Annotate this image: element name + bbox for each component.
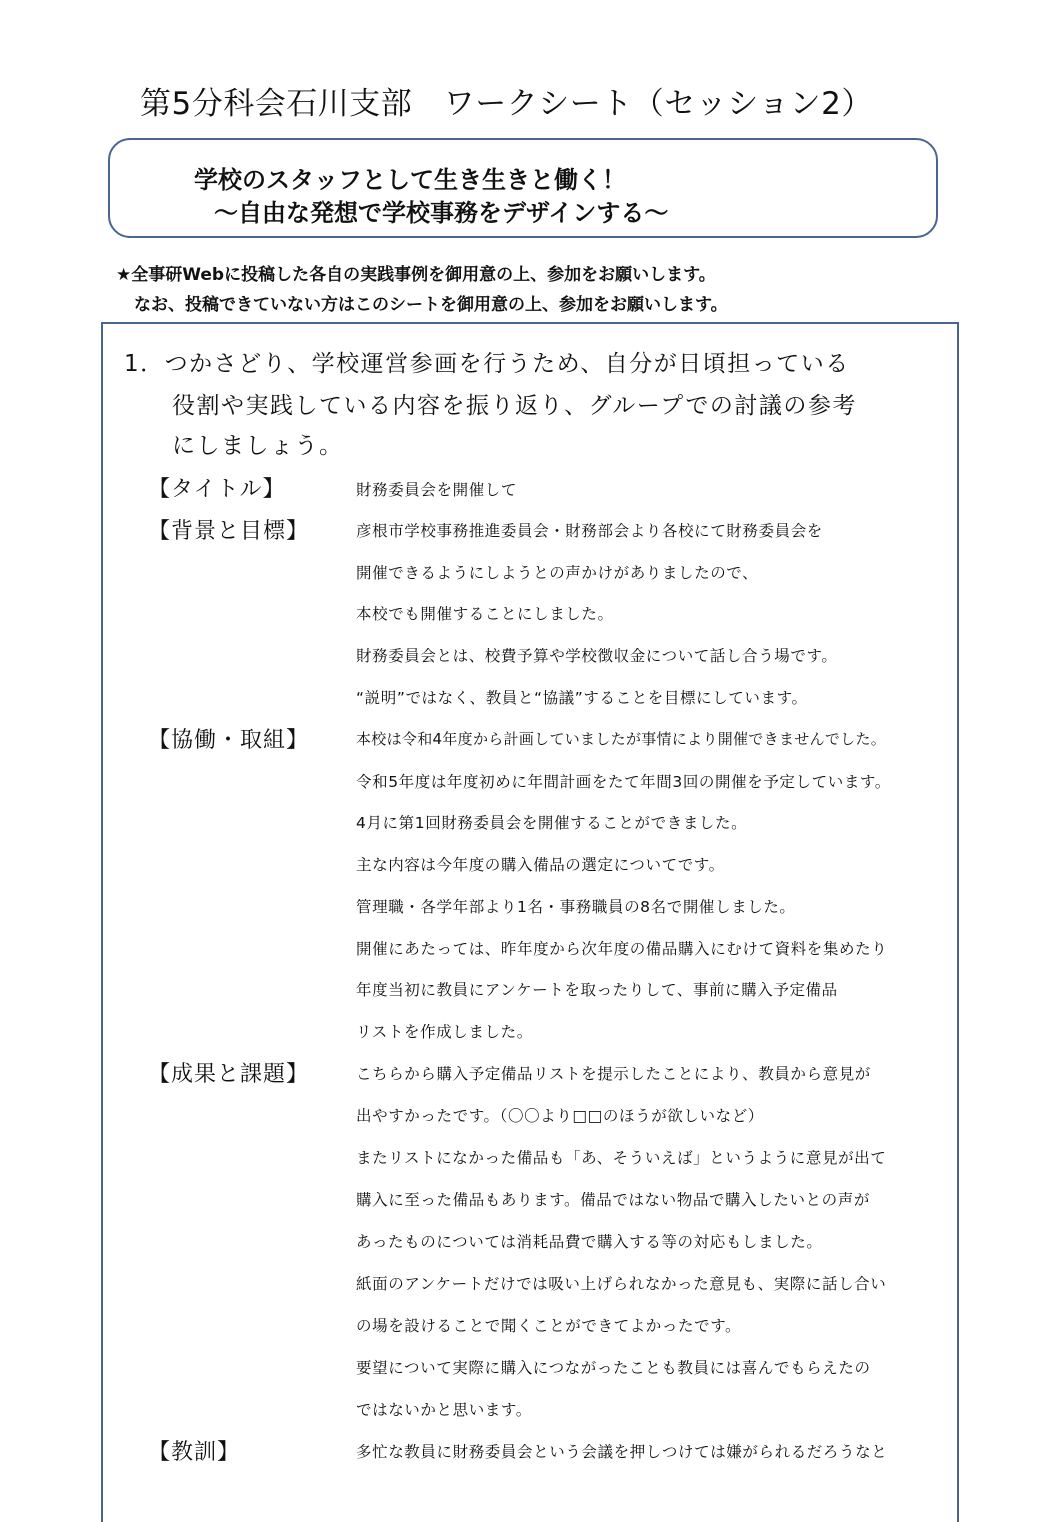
- results-line: ではないかと思います。: [356, 1401, 532, 1419]
- results-line: 購入に至った備品もあります。備品ではない物品で購入したいとの声が: [356, 1191, 870, 1209]
- notice-line-1: ★全事研Webに投稿した各自の実践事例を御用意の上、参加をお願いします。: [116, 265, 716, 285]
- results-line: あったものについては消耗品費で購入する等の対応もしました。: [356, 1233, 823, 1251]
- background-line: 開催できるようにしようとの声かけがありましたので、: [356, 564, 759, 582]
- notice-line-2: なお、投稿できていない方はこのシートを御用意の上、参加をお願いします。: [134, 295, 728, 315]
- lesson-line: 多忙な教員に財務委員会という会議を押しつけては嫌がられるだろうなと: [356, 1443, 888, 1461]
- results-line: またリストになかった備品も「あ、そういえば」というように意見が出て: [356, 1149, 887, 1167]
- question-line-1: 1．つかさどり、学校運営参画を行うため、自分が日頃担っている: [124, 351, 850, 377]
- collab-line: 4月に第1回財務委員会を開催することができました。: [356, 814, 748, 832]
- background-label: 【背景と目標】: [148, 519, 310, 544]
- results-label: 【成果と課題】: [148, 1062, 310, 1087]
- page-title: 第5分科会石川支部 ワークシート（セッション2）: [140, 86, 873, 122]
- question-line-2: 役割や実践している内容を振り返り、グループでの討議の参考: [172, 393, 857, 419]
- collab-line: 年度当初に教員にアンケートを取ったりして、事前に購入予定備品: [356, 981, 838, 999]
- results-line: こちらから購入予定備品リストを提示したことにより、教員から意見が: [356, 1065, 871, 1083]
- background-line: 財務委員会とは、校費予算や学校徴収金について話し合う場です。: [356, 647, 838, 665]
- results-line: の場を設けることで聞くことができてよかったです。: [356, 1317, 742, 1335]
- collab-line: 管理職・各学年部より1名・事務職員の8名で開催しました。: [356, 898, 796, 916]
- results-line: 紙面のアンケートだけでは吸い上げられなかった意見も、実際に話し合い: [356, 1275, 887, 1293]
- results-line: 出やすかったです。（〇〇より□□のほうが欲しいなど）: [356, 1107, 764, 1125]
- collab-label: 【協働・取組】: [148, 728, 310, 753]
- results-line: 要望について実際に購入につながったことも教員には喜んでもらえたの: [356, 1359, 871, 1377]
- theme-box: [108, 138, 938, 238]
- background-line: “説明”ではなく、教員と“協議”することを目標にしています。: [356, 689, 808, 707]
- question-line-3: にしましょう。: [172, 433, 344, 459]
- title-label: 【タイトル】: [148, 477, 286, 502]
- collab-line: 令和5年度は年度初めに年間計画をたて年間3回の開催を予定しています。: [356, 773, 891, 791]
- theme-subtitle: ～自由な発想で学校事務をデザインする～: [214, 199, 669, 227]
- background-line: 彦根市学校事務推進委員会・財務部会より各校にて財務委員会を: [356, 522, 823, 540]
- collab-line: 開催にあたっては、昨年度から次年度の備品購入にむけて資料を集めたり: [356, 940, 888, 958]
- collab-line: 主な内容は今年度の購入備品の選定についてです。: [356, 856, 725, 874]
- lesson-label: 【教訓】: [148, 1440, 241, 1465]
- collab-line: 本校は令和4年度から計画していましたが事情により開催できませんでした。: [356, 730, 887, 748]
- collab-line: リストを作成しました。: [356, 1023, 533, 1041]
- title-body: 財務委員会を開催して: [356, 481, 518, 499]
- background-line: 本校でも開催することにしました。: [356, 605, 614, 623]
- theme-title: 学校のスタッフとして生き生きと働く！: [194, 166, 626, 194]
